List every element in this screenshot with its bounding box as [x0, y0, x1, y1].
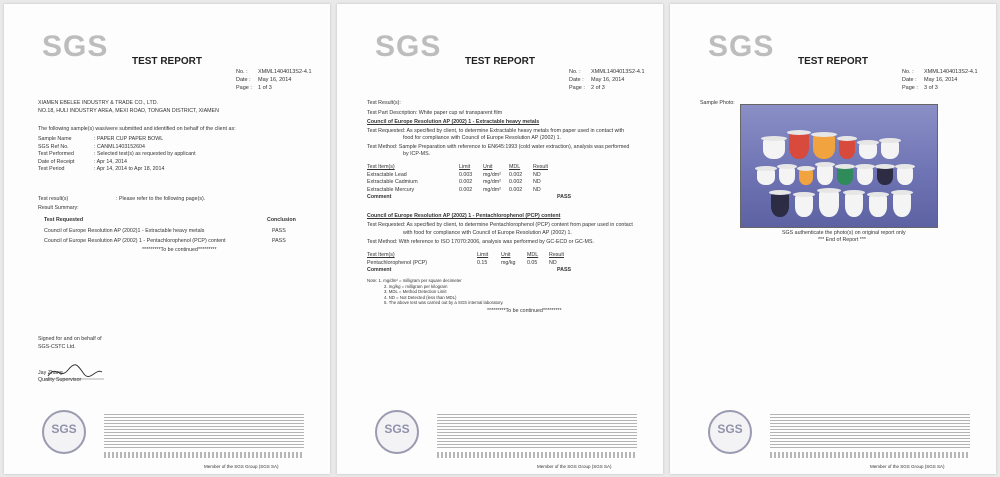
test-result-line	[38, 196, 205, 204]
cup-image	[817, 165, 833, 185]
member-note: Member of the SGS Group (SGS SA)	[537, 464, 612, 469]
cup-image	[897, 167, 913, 185]
note-line: 2. mg/kg = milligram per kilogram	[384, 283, 448, 289]
report-date: May 16, 2014	[924, 77, 958, 83]
th-unit: Unit	[483, 164, 493, 170]
cell-unit: mg/kg	[501, 259, 516, 266]
th-item: Test Item(s)	[367, 164, 395, 170]
report-number: XMML1404013S2-4.1	[591, 69, 645, 75]
th-test-requested: Test Requested	[44, 217, 84, 223]
date-label: Date :	[569, 77, 584, 83]
page-label: Page :	[236, 85, 252, 91]
cup-image	[819, 191, 839, 217]
cup-image	[845, 193, 863, 217]
date-label: Date :	[236, 77, 251, 83]
th-result: Result	[549, 252, 565, 258]
intro-text: The following sample(s) was/were submitted and identified on behalf of the client as:	[38, 126, 236, 132]
report-date: May 16, 2014	[258, 77, 292, 83]
field-value: : PAPER CUP PAPER BOWL	[94, 136, 164, 142]
cup-image	[763, 139, 785, 159]
metals-table	[367, 164, 571, 202]
cup-image	[789, 133, 809, 159]
cup-image	[799, 169, 813, 185]
note-line: 3. MDL = Method Detection Limit	[384, 289, 447, 295]
cup-image	[795, 195, 813, 217]
requested-1a: Test Requested: As specified by client, to determine Extractable heavy metals from paper used in contact with	[367, 128, 625, 134]
cell-limit: 0.002	[459, 179, 473, 186]
cell-mdl: 0.05	[527, 259, 538, 266]
comment-value: PASS	[557, 194, 572, 201]
sgs-seal-icon: SGS	[375, 410, 419, 454]
address-strip	[104, 452, 304, 458]
cell-result: ND	[549, 259, 557, 266]
signer-title: Quality Supervisor	[38, 377, 82, 383]
th-limit: Limit	[477, 252, 489, 258]
cell-result: ND	[533, 179, 541, 186]
note-line: 4. ND = Not Detected (less than MDL)	[384, 294, 457, 300]
sample-photo	[740, 104, 938, 228]
requested-1b: food for compliance with Council of Europe Resolution AP (2002) 1.	[403, 135, 562, 141]
cell-result: ND	[533, 186, 541, 193]
results-heading: Test Result(s):	[367, 100, 401, 106]
field-label: Sample Name	[38, 136, 72, 142]
cell-mdl: 0.002	[509, 186, 523, 193]
sample-photo-label: Sample Photo:	[700, 100, 735, 106]
section-heavy-metals: Council of Europe Resolution AP (2002) 1 - Extractable heavy metals	[367, 119, 540, 125]
cell-unit: mg/dm²	[483, 186, 501, 193]
method-1a: Test Method: Sample Preparation with reference to EN645:1993 (cold water extraction), analysis was performed	[367, 144, 630, 150]
cup-image	[869, 195, 887, 217]
cup-image	[757, 169, 775, 185]
summary-row-test: Council of Europe Resolution AP (2002)1 - Extractable heavy metals	[44, 228, 205, 234]
summary-row-test: Council of Europe Resolution AP (2002) 1 - Pentachlorophenol (PCP) content	[44, 238, 226, 244]
report-footer	[337, 404, 663, 470]
cup-image	[857, 167, 873, 185]
th-mdl: MDL	[527, 252, 539, 258]
signing-company: SGS-CSTC Ltd.	[38, 344, 76, 350]
result-label: Test result(s)	[38, 196, 69, 202]
sgs-seal-icon: SGS	[42, 410, 86, 454]
sgs-logo: SGS	[375, 30, 442, 63]
report-footer	[4, 404, 330, 470]
cell-mdl: 0.002	[509, 171, 523, 178]
notes	[367, 278, 504, 306]
note-line: 5. The above test was carried out by a SGS internal laboratory.	[384, 300, 504, 306]
no-label: No. :	[902, 69, 914, 75]
cup-image	[839, 139, 855, 159]
field-value: : Apr 14, 2014	[94, 158, 127, 165]
member-note: Member of the SGS Group (SGS SA)	[870, 464, 945, 469]
cell-result: ND	[533, 171, 541, 178]
note-line: Note: 1. mg/dm² = milligram per square decimeter	[367, 278, 462, 283]
client-name: XIAMEN EBELEE INDUSTRY & TRADE CO., LTD.	[38, 100, 158, 106]
field-label: Test Period	[38, 166, 65, 173]
cell-limit: 0.15	[477, 259, 488, 266]
client-address: NO.18, HULI INDUSTRY AREA, MEXI ROAD, TONGAN DISTRICT, XIAMEN	[38, 108, 219, 114]
fine-print	[104, 412, 304, 448]
cup-image	[893, 193, 911, 217]
cell-item: Pentachlorophenol (PCP)	[367, 259, 428, 266]
report-number: XMML1404013S2-4.1	[258, 69, 312, 75]
cup-image	[881, 141, 899, 159]
page-label: Page :	[902, 85, 918, 91]
cup-image	[779, 167, 795, 185]
th-result: Result	[533, 164, 549, 170]
cell-unit: mg/dm²	[483, 179, 501, 186]
report-page-1	[4, 4, 330, 474]
method-2: Test Method: With reference to ISO 17070:2006, analysis was performed by GC-ECD or GC-MS.	[367, 239, 594, 245]
th-limit: Limit	[459, 164, 471, 170]
no-label: No. :	[236, 69, 248, 75]
report-number: XMML1404013S2-4.1	[924, 69, 978, 75]
to-be-continued: *********To be continued*********	[487, 308, 562, 314]
field-value: : CANML1403152604	[94, 143, 145, 150]
report-meta	[569, 68, 645, 92]
comment-label: Comment	[367, 194, 392, 201]
date-label: Date :	[902, 77, 917, 83]
comment-value: PASS	[557, 267, 572, 274]
report-page-2	[337, 4, 663, 474]
cell-item: Extractable Lead	[367, 171, 407, 178]
report-footer	[670, 404, 996, 470]
fine-print	[437, 412, 637, 448]
section-pcp: Council of Europe Resolution AP (2002) 1 - Pentachlorophenol (PCP) content	[367, 213, 561, 219]
comment-label: Comment	[367, 267, 392, 274]
field-label: SGS Ref No.	[38, 143, 69, 150]
cell-mdl: 0.002	[509, 179, 523, 186]
cup-image	[877, 167, 893, 185]
no-label: No. :	[569, 69, 581, 75]
report-title: TEST REPORT	[797, 56, 868, 67]
report-meta	[236, 68, 312, 92]
field-value: : Apr 14, 2014 to Apr 18, 2014	[94, 166, 165, 173]
method-1b: by ICP-MS.	[403, 151, 431, 157]
cup-image	[859, 143, 877, 159]
page-label: Page :	[569, 85, 585, 91]
sgs-logo: SGS	[708, 30, 775, 63]
summary-row-conclusion: PASS	[272, 238, 286, 244]
address-strip	[770, 452, 970, 458]
cell-item: Extractable Cadmium	[367, 179, 418, 186]
address-strip	[437, 452, 637, 458]
cell-limit: 0.002	[459, 186, 473, 193]
to-be-continued: *********To be continued*********	[142, 247, 217, 253]
sgs-seal-icon: SGS	[708, 410, 752, 454]
sgs-logo: SGS	[42, 30, 109, 63]
member-note: Member of the SGS Group (SGS SA)	[204, 464, 279, 469]
th-item: Test Item(s)	[367, 252, 395, 258]
cup-image	[813, 135, 835, 159]
report-title: TEST REPORT	[464, 56, 535, 67]
page-number: 3 of 3	[924, 85, 938, 91]
test-part-description: Test Part Description: White paper cup w/ transparent film	[367, 110, 503, 116]
signed-on-behalf: Signed for and on behalf of	[38, 336, 102, 342]
requested-2b: with food for compliance with Council of Europe Resolution AP (2002) 1.	[403, 230, 572, 236]
field-value: : Selected test(s) as requested by applicant	[94, 151, 196, 158]
report-meta	[902, 68, 978, 92]
requested-2a: Test Requested: As specified by client, to determine Pentachlorophenol (PCP) content from paper used in contact	[367, 222, 633, 228]
field-label: Date of Receipt	[38, 158, 75, 165]
fine-print	[770, 412, 970, 448]
cup-image	[771, 193, 789, 217]
cell-item: Extractable Mercury	[367, 186, 415, 193]
th-mdl: MDL	[509, 164, 521, 170]
pcp-table	[367, 252, 571, 275]
report-title: TEST REPORT	[131, 56, 202, 67]
page-number: 1 of 3	[258, 85, 272, 91]
summary-row-conclusion: PASS	[272, 228, 286, 234]
cell-unit: mg/dm²	[483, 171, 501, 178]
report-date: May 16, 2014	[591, 77, 625, 83]
field-list	[38, 136, 196, 174]
cell-limit: 0.003	[459, 171, 473, 178]
result-value: : Please refer to the following page(s).	[116, 196, 206, 202]
photo-caption: SGS authenticate the photo(s) on original report only	[782, 230, 906, 236]
result-summary-heading: Result Summary:	[38, 205, 79, 211]
th-conclusion: Conclusion	[267, 217, 296, 223]
cup-image	[837, 167, 853, 185]
end-of-report: *** End of Report ***	[818, 237, 866, 243]
signer-name: Jay Zhang	[38, 370, 63, 376]
th-unit: Unit	[501, 252, 511, 258]
page-number: 2 of 3	[591, 85, 605, 91]
report-page-3	[670, 4, 996, 474]
field-label: Test Performed	[38, 151, 74, 158]
